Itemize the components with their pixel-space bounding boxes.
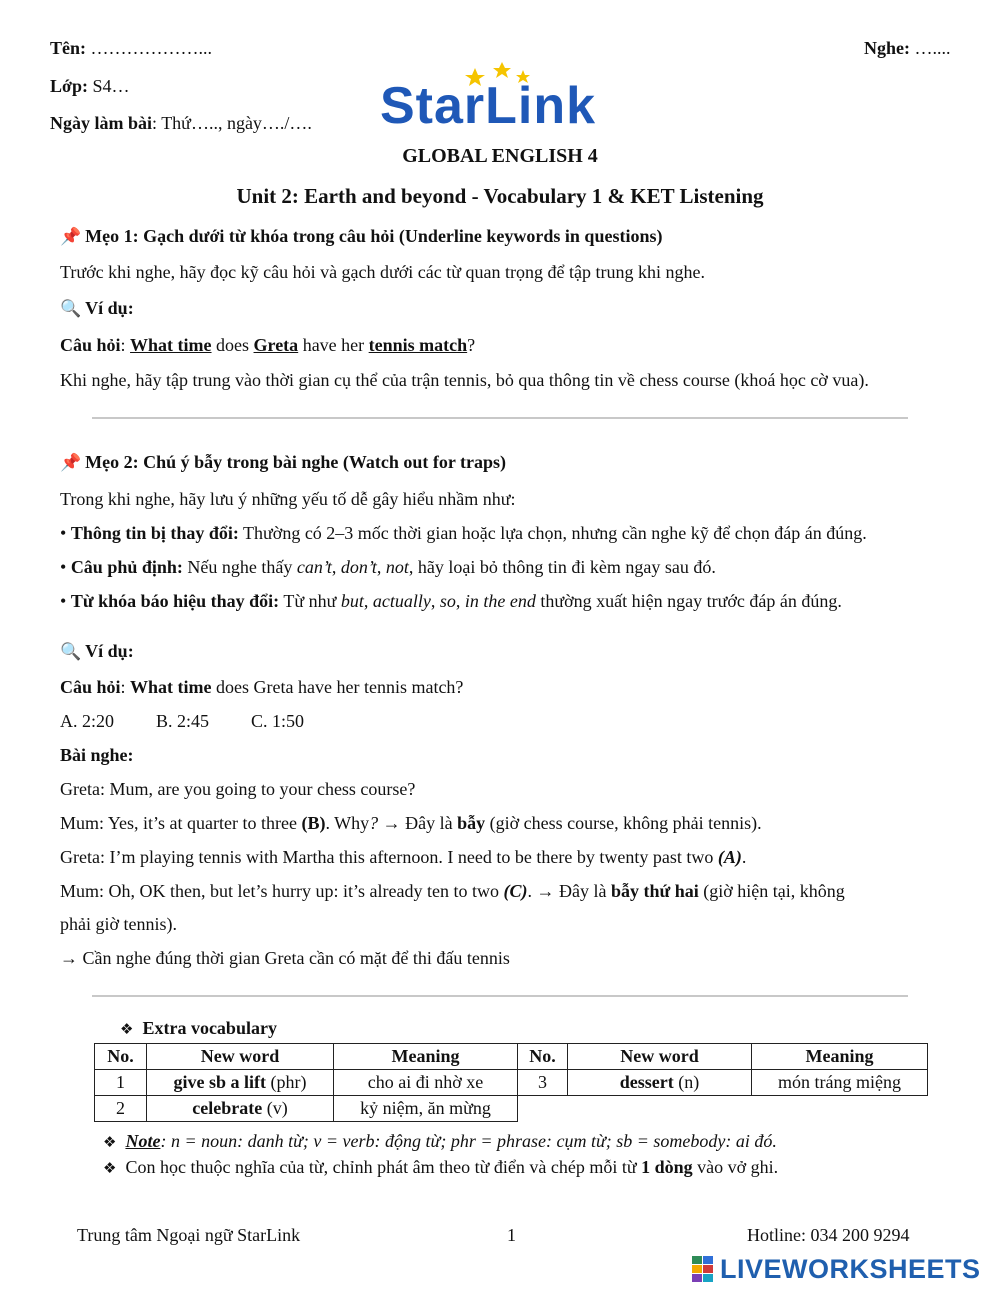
name-field: Tên: ………………... [50, 38, 212, 58]
header-new-word: New word [568, 1044, 752, 1070]
cell-no: 3 [518, 1070, 568, 1096]
cell-meaning: cho ai đi nhờ xe [334, 1070, 518, 1096]
empty-cell [518, 1096, 928, 1122]
tip1-note: Khi nghe, hãy tập trung vào thời gian cụ thể của trận tennis, bỏ qua thông tin về chess course (khoá học cờ vua). [60, 370, 869, 390]
study-instruction: ❖ Con học thuộc nghĩa của từ, chỉnh phát âm theo từ điển và chép mỗi từ 1 dòng vào vở ghi. [103, 1157, 779, 1177]
header-no: No. [95, 1044, 147, 1070]
magnifier-icon: 🔍 [60, 642, 82, 662]
footer-hotline: Hotline: 034 200 9294 [747, 1225, 910, 1245]
dialogue-line-1: Greta: Mum, are you going to your chess course? [60, 779, 416, 799]
date-field: Ngày làm bài: Thứ….., ngày…./…. [50, 113, 312, 133]
option-b: B. 2:45 [156, 711, 210, 731]
tip2-example-label: 🔍 Ví dụ: [60, 641, 134, 662]
tip1-question: Câu hỏi: What time does Greta have her tennis match? [60, 335, 476, 355]
option-c: C. 1:50 [251, 711, 305, 731]
cell-word: dessert (n) [568, 1070, 752, 1096]
dialogue-line-2: Mum: Yes, it’s at quarter to three (B). Why? → Đây là bẫy (giờ chess course, không phải tennis). [60, 813, 762, 833]
tip2-heading: 📌 Mẹo 2: Chú ý bẫy trong bài nghe (Watch out for traps) [60, 452, 507, 473]
tip2-bullet-3: • Từ khóa báo hiệu thay đổi: Từ như but, actually, so, in the end thường xuất hiện ngay trước đáp án đúng. [60, 591, 842, 611]
page-title: GLOBAL ENGLISH 4 [402, 145, 598, 167]
tip1-example-label: 🔍 Ví dụ: [60, 298, 134, 319]
tip2-bullet-1: • Thông tin bị thay đổi: Thường có 2–3 mốc thời gian hoặc lựa chọn, nhưng cần nghe kỹ để chọn đáp án đúng. [60, 523, 867, 543]
liveworksheets-logo [692, 1252, 992, 1286]
table-row [95, 1070, 928, 1096]
tip1-heading: 📌 Mẹo 1: Gạch dưới từ khóa trong câu hỏi (Underline keywords in questions) [60, 226, 663, 247]
tip2-bullet-2: • Câu phủ định: Nếu nghe thấy can’t, don’t, not, hãy loại bỏ thông tin đi kèm ngay sau đó. [60, 557, 716, 577]
header-meaning: Meaning [752, 1044, 928, 1070]
liveworksheets-blocks-icon [692, 1256, 716, 1284]
cell-meaning: kỷ niệm, ăn mừng [334, 1096, 518, 1122]
page-subtitle: Unit 2: Earth and beyond - Vocabulary 1 & KET Listening [236, 184, 764, 208]
table-row [95, 1096, 928, 1122]
divider [92, 417, 908, 419]
cell-meaning: món tráng miệng [752, 1070, 928, 1096]
pushpin-icon: 📌 [60, 453, 82, 473]
tip2-intro: Trong khi nghe, hãy lưu ý những yếu tố dễ gây hiểu nhầm như: [60, 489, 516, 509]
diamond-bullet-icon: ❖ [103, 1159, 117, 1177]
abbreviation-note: ❖ Note: n = noun: danh từ; v = verb: động từ; phr = phrase: cụm từ; sb = somebody: ai đó. [103, 1131, 777, 1151]
magnifier-icon: 🔍 [60, 299, 82, 319]
cell-no: 1 [95, 1070, 147, 1096]
tip1-body: Trước khi nghe, hãy đọc kỹ câu hỏi và gạch dưới các từ quan trọng để tập trung khi nghe. [60, 262, 705, 282]
listening-label: Bài nghe: [60, 745, 134, 765]
class-field: Lớp: S4… [50, 76, 130, 96]
header-no: No. [518, 1044, 568, 1070]
diamond-bullet-icon: ❖ [103, 1133, 117, 1151]
diamond-bullet-icon: ❖ [120, 1020, 134, 1038]
pushpin-icon: 📌 [60, 227, 82, 247]
liveworksheets-text: LIVEWORKSHEETS [720, 1254, 981, 1284]
header-meaning: Meaning [334, 1044, 518, 1070]
dialogue-line-5: phải giờ tennis). [60, 914, 177, 934]
dialogue-line-3: Greta: I’m playing tennis with Martha this afternoon. I need to be there by twenty past two (A). [60, 847, 747, 867]
header-new-word: New word [147, 1044, 334, 1070]
tip2-question: Câu hỏi: What time does Greta have her tennis match? [60, 677, 464, 697]
dialogue-line-4: Mum: Oh, OK then, but let’s hurry up: it’s already ten to two (C). → Đây là bẫy thứ hai (giờ hiện tại, không [60, 881, 845, 901]
footer-center-name: Trung tâm Ngoại ngữ StarLink [77, 1225, 301, 1245]
cell-word: give sb a lift (phr) [147, 1070, 334, 1096]
cell-no: 2 [95, 1096, 147, 1122]
vocab-heading: ❖ Extra vocabulary [120, 1018, 277, 1038]
divider [92, 995, 908, 997]
answer-options [60, 711, 304, 732]
vocab-table [94, 1043, 928, 1122]
option-a: A. 2:20 [60, 711, 114, 731]
table-header-row [95, 1044, 928, 1070]
conclusion-line: → Cần nghe đúng thời gian Greta cần có mặt để thi đấu tennis [60, 948, 510, 968]
logo-text: StarLink [380, 77, 597, 135]
cell-word: celebrate (v) [147, 1096, 334, 1122]
starlink-logo [380, 60, 625, 140]
page-number: 1 [507, 1225, 516, 1245]
listen-score-field: Nghe: ….... [864, 38, 951, 58]
